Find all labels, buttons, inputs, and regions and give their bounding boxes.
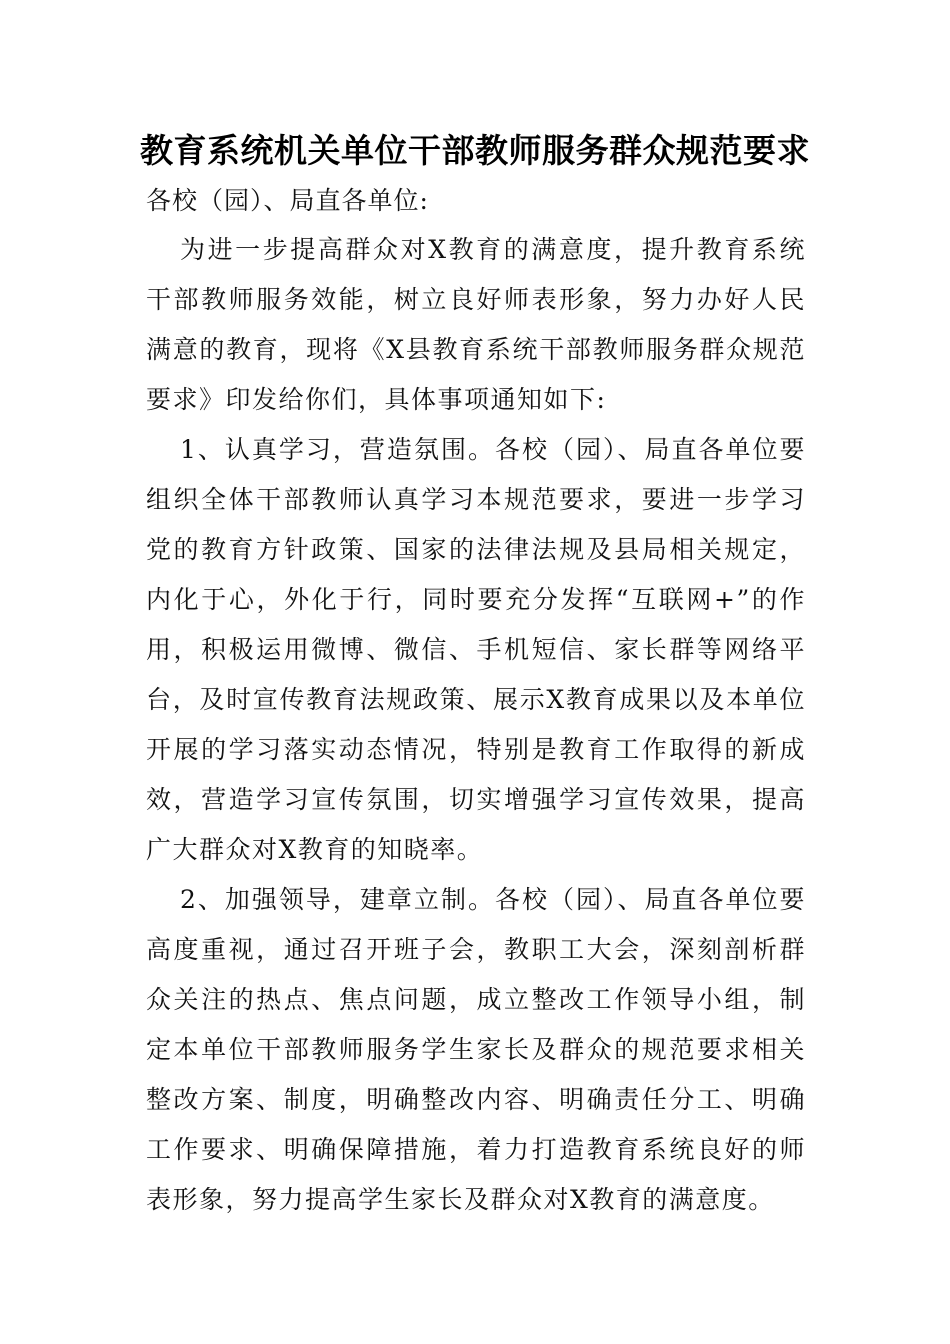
paragraph-intro: 为进一步提高群众对X教育的满意度，提升教育系统干部教师服务效能，树立良好师表形象，努力办好人民满意的教育，现将《X县教育系统干部教师服务群众规范要求》印发给你们，具体事项通知如下: <box>146 235 806 414</box>
document-title: 教育系统机关单位干部教师服务群众规范要求 <box>140 131 810 170</box>
paragraph-item-2: 2、加强领导，建章立制。各校（园）、局直各单位要高度重视，通过召开班子会，教职工大会，深刻剖析群众关注的热点、焦点问题，成立整改工作领导小组，制定本单位干部教师服务学生家长及群众的规范要求相关整改方案、制度，明确整改内容、明确责任分工、明确工作要求、明确保障措施，着力打造教育系统良好的师表形象，努力提高学生家长及群众对X教育的满意度。 <box>146 885 806 1214</box>
paragraph-item-1: 1、认真学习，营造氛围。各校（园）、局直各单位要组织全体干部教师认真学习本规范要求，要进一步学习党的教育方针政策、国家的法律法规及县局相关规定，内化于心，外化于行，同时要充分发挥“互联网+”的作用，积极运用微博、微信、手机短信、家长群等网络平台，及时宣传教育法规政策、展示X教育成果以及本单位开展的学习落实动态情况，特别是教育工作取得的新成效，营造学习宣传氛围，切实增强学习宣传效果，提高广大群众对X教育的知晓率。 <box>146 435 806 864</box>
document-body <box>146 225 806 1225</box>
salutation: 各校（园）、局直各单位: <box>146 186 429 215</box>
